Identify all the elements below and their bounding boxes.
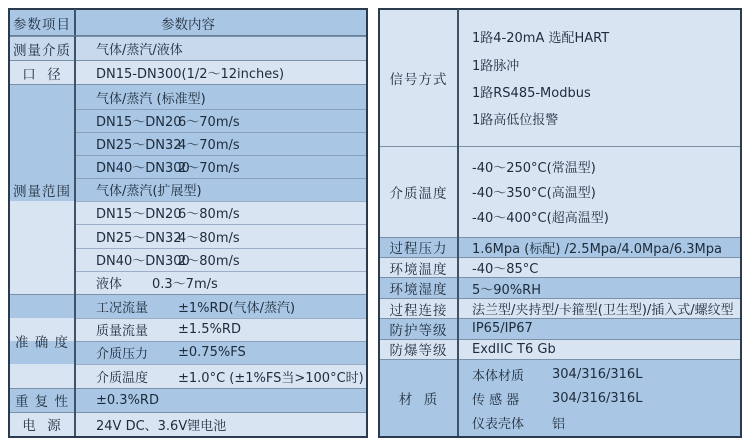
spec-value: -40～250°C(常温型) — [472, 160, 596, 176]
spec-key: 仪表壳体 — [472, 416, 525, 432]
label-repeatability: 重 复 性 — [14, 394, 70, 411]
spec-value: 0.3～7m/s — [152, 276, 218, 292]
spec-value: 1.6Mpa (标配) /2.5Mpa/4.0Mpa/6.3Mpa — [472, 241, 722, 257]
group-signal-type — [380, 10, 740, 146]
group-process-connection — [380, 298, 740, 318]
label-medium-temperature: 介质温度 — [389, 185, 448, 202]
spec-value: 气体/蒸汽/液体 — [96, 43, 183, 59]
spec-value: 24V DC、3.6V锂电池 — [96, 418, 227, 434]
label-measuring-medium: 测量介质 — [13, 42, 71, 59]
spec-value: -40～85°C — [472, 262, 539, 278]
spec-value: IP65/IP67 — [472, 321, 533, 337]
spec-key: 质量流量 — [96, 324, 149, 340]
spec-key: 工况流量 — [96, 301, 149, 317]
group-ambient-humidity — [380, 277, 740, 297]
label-explosion-proof-rating: 防爆等级 — [389, 343, 448, 360]
spec-value: 6～80m/s — [178, 207, 240, 223]
group-explosion-proof-rating — [380, 339, 740, 359]
spec-value: 1路4-20mA 选配HART — [472, 31, 610, 47]
group-accuracy — [10, 294, 366, 388]
label-material: 材 质 — [398, 392, 439, 409]
spec-value: ±1%RD(气体/蒸汽) — [178, 301, 296, 317]
spec-value: 1路RS485-Modbus — [472, 86, 591, 102]
spec-value: ±1.5%RD — [178, 322, 241, 338]
spec-value: 304/316/316L — [552, 366, 643, 382]
spec-value: 4～80m/s — [178, 230, 240, 246]
spec-value: ±1.0°C (±1%FS当>100°C时) — [178, 370, 364, 386]
spec-value: 气体/蒸汽 (标准型) — [96, 91, 206, 107]
spec-key: DN25～DN32 — [96, 137, 182, 153]
label-accuracy: 准 确 度 — [14, 335, 70, 352]
group-repeatability — [10, 388, 366, 412]
spec-value: 气体/蒸汽(扩展型) — [96, 184, 202, 200]
label-ambient-humidity: 环境湿度 — [389, 282, 448, 299]
label-diameter: 口 径 — [22, 66, 62, 83]
label-protection-rating: 防护等级 — [389, 322, 448, 339]
header-param-content-text: 参数内容 — [161, 16, 215, 33]
spec-value: ExdIIC T6 Gb — [472, 341, 556, 357]
spec-value: -40～350°C(高温型) — [472, 186, 596, 202]
left-spec-table — [8, 8, 368, 438]
spec-key: DN40～DN300 — [96, 253, 190, 269]
label-measuring-range: 测量范围 — [13, 183, 71, 200]
group-material — [380, 359, 740, 436]
group-ambient-temperature — [380, 257, 740, 277]
spec-key: 本体材质 — [472, 368, 525, 384]
group-protection-rating — [380, 318, 740, 338]
group-measuring-medium — [10, 36, 366, 60]
left-header-group — [10, 10, 366, 36]
spec-value: 5～90%RH — [472, 282, 541, 298]
spec-value: 6～70m/s — [178, 114, 240, 130]
spec-value: ±0.75%FS — [178, 345, 246, 361]
spec-value: DN15-DN300(1/2～12inches) — [96, 67, 285, 83]
spec-key: 介质压力 — [96, 347, 149, 363]
spec-value: 2～80m/s — [178, 253, 240, 269]
group-process-pressure — [380, 237, 740, 257]
group-power-supply — [10, 412, 366, 436]
header-param-item: 参数项目 — [10, 10, 74, 35]
spec-key: 液体 — [96, 276, 123, 292]
spec-value: ±0.3%RD — [96, 392, 159, 408]
spec-value: 1路脉冲 — [472, 58, 520, 74]
spec-key: 传 感 器 — [472, 392, 520, 408]
spec-key: DN40～DN300 — [96, 161, 190, 177]
spec-value: -40～400°C(超高温型) — [472, 211, 609, 227]
label-ambient-temperature: 环境温度 — [389, 261, 448, 278]
spec-key: DN25～DN32 — [96, 230, 182, 246]
spec-value: 铝 — [552, 416, 566, 432]
group-measuring-range — [10, 84, 366, 294]
label-process-pressure: 过程压力 — [389, 241, 448, 258]
spec-key: 介质温度 — [96, 370, 149, 386]
group-medium-temperature — [380, 146, 740, 237]
right-spec-table — [378, 8, 742, 438]
group-diameter — [10, 60, 366, 84]
label-process-connection: 过程连接 — [389, 302, 448, 319]
spec-value: 1路高低位报警 — [472, 113, 559, 129]
spec-value: 2～70m/s — [178, 161, 240, 177]
spec-key: DN15～DN20 — [96, 114, 182, 130]
label-power-supply: 电 源 — [22, 418, 62, 435]
label-signal-type: 信号方式 — [389, 71, 448, 88]
spec-key: DN15～DN20 — [96, 207, 182, 223]
spec-value: 法兰型/夹持型/卡箍型(卫生型)/插入式/螺纹型 — [472, 303, 734, 319]
spec-value: 304/316/316L — [552, 390, 643, 406]
spec-value: 4～70m/s — [178, 137, 240, 153]
